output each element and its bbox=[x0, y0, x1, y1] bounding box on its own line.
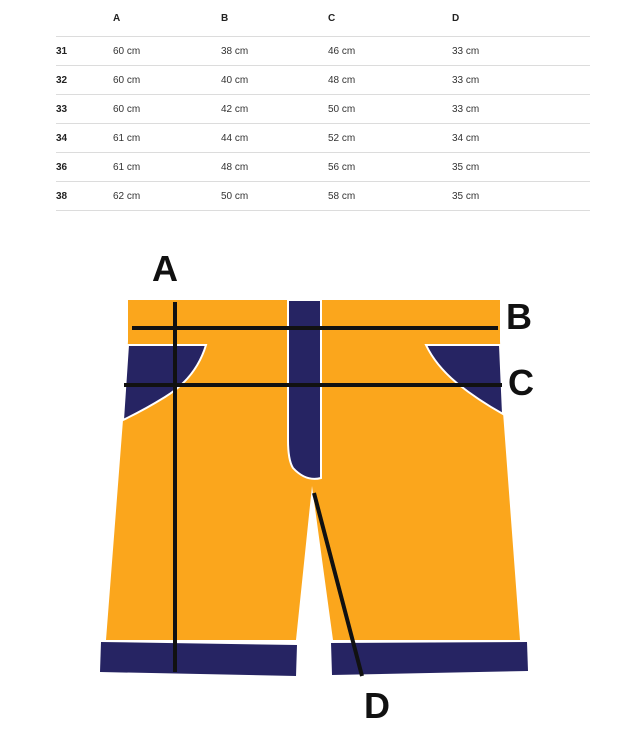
cell-d: 33 cm bbox=[452, 95, 590, 124]
header-a: A bbox=[113, 0, 221, 37]
size-cell: 33 bbox=[56, 95, 113, 124]
shorts-measurement-diagram bbox=[0, 230, 640, 734]
shorts-illustration bbox=[100, 300, 528, 676]
header-size bbox=[56, 0, 113, 37]
cell-b: 48 cm bbox=[221, 153, 328, 182]
cell-c: 46 cm bbox=[328, 37, 452, 66]
size-cell: 32 bbox=[56, 66, 113, 95]
cell-b: 44 cm bbox=[221, 124, 328, 153]
cell-c: 58 cm bbox=[328, 182, 452, 211]
cell-c: 48 cm bbox=[328, 66, 452, 95]
header-c: C bbox=[328, 0, 452, 37]
cell-a: 61 cm bbox=[113, 124, 221, 153]
table-row bbox=[56, 37, 590, 66]
table-row bbox=[56, 182, 590, 211]
label-a: A bbox=[152, 248, 178, 289]
cell-b: 38 cm bbox=[221, 37, 328, 66]
cell-b: 50 cm bbox=[221, 182, 328, 211]
table-row bbox=[56, 124, 590, 153]
size-cell: 36 bbox=[56, 153, 113, 182]
cell-c: 56 cm bbox=[328, 153, 452, 182]
cell-d: 33 cm bbox=[452, 37, 590, 66]
table-row bbox=[56, 153, 590, 182]
cell-b: 40 cm bbox=[221, 66, 328, 95]
table-row bbox=[56, 66, 590, 95]
table-header-row bbox=[56, 0, 590, 37]
label-d: D bbox=[364, 685, 390, 726]
cell-a: 61 cm bbox=[113, 153, 221, 182]
header-d: D bbox=[452, 0, 590, 37]
cell-a: 60 cm bbox=[113, 37, 221, 66]
size-cell: 34 bbox=[56, 124, 113, 153]
cell-d: 35 cm bbox=[452, 182, 590, 211]
cell-a: 62 cm bbox=[113, 182, 221, 211]
label-c: C bbox=[508, 362, 534, 403]
header-b: B bbox=[221, 0, 328, 37]
size-cell: 31 bbox=[56, 37, 113, 66]
cell-a: 60 cm bbox=[113, 66, 221, 95]
cell-d: 35 cm bbox=[452, 153, 590, 182]
cell-a: 60 cm bbox=[113, 95, 221, 124]
cell-d: 34 cm bbox=[452, 124, 590, 153]
cell-b: 42 cm bbox=[221, 95, 328, 124]
left-cuff bbox=[100, 642, 297, 676]
size-cell: 38 bbox=[56, 182, 113, 211]
cell-d: 33 cm bbox=[452, 66, 590, 95]
size-chart-table bbox=[56, 0, 590, 211]
table-row bbox=[56, 95, 590, 124]
cell-c: 52 cm bbox=[328, 124, 452, 153]
label-b: B bbox=[506, 296, 532, 337]
cell-c: 50 cm bbox=[328, 95, 452, 124]
